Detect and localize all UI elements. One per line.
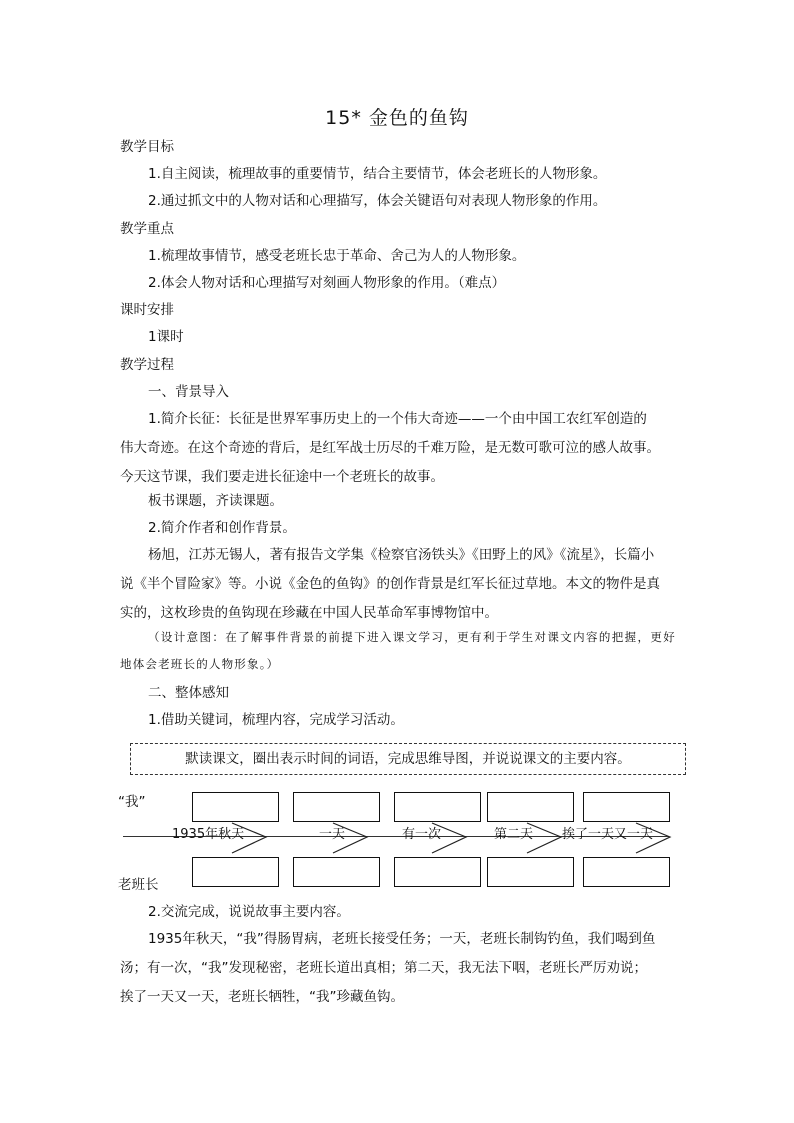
objectives-heading: 教学目标 [120,139,174,155]
schedule-value: 1课时 [148,329,184,345]
author-intro-heading: 2.简介作者和创作背景。 [148,520,296,536]
timeline-label-4: 第二天 [494,827,534,842]
objective-item-2: 2.通过抓文中的人物对话和心理描写，体会关键语句对表现人物形象的作用。 [148,193,607,209]
summary-paragraph: 1935年秋天，“我”得肠胃病，老班长接受任务；一天，老班长制钩钓鱼，我们喝到鱼汤；有一次，“我”发现秘密，老班长道出真相；第二天，我无法下咽，老班长严厉劝说；挨了一天又一天，老班长牺牲，“我”珍藏鱼钩。 [120,931,656,1005]
task-box: 默读课文，圈出表示时间的词语，完成思维导图，并说说课文的主要内容。 [130,743,686,775]
timeline-label-1: 1935年秋天 [172,827,245,842]
page-title: 15* 金色的鱼钩 [325,107,469,129]
part1-heading: 一、背景导入 [148,384,229,400]
process-heading: 教学过程 [120,357,174,373]
part2-heading: 二、整体感知 [148,685,229,701]
key-point-item-1: 1.梳理故事情节，感受老班长忠于革命、舍己为人的人物形象。 [148,248,526,264]
objective-item-1: 1.自主阅读，梳理故事的重要情节，结合主要情节，体会老班长的人物形象。 [148,166,607,182]
me-label: “我” [118,794,146,810]
key-point-item-2: 2.体会人物对话和心理描写对刻画人物形象的作用。（难点） [148,275,506,291]
step1-text: 1.借助关键词，梳理内容，完成学习活动。 [148,712,404,728]
timeline-label-5: 挨了一天又一天 [562,827,654,842]
schedule-heading: 课时安排 [120,302,174,318]
intro-paragraph: 1.简介长征：长征是世界军事历史上的一个伟大奇迹——一个由中国工农红军创造的伟大奇迹。在这个奇迹的背后，是红军战士历尽的千难万险，是无数可歌可泣的感人故事。今天这节课，我们要走进长征途中一个老班长的故事。 [120,411,660,485]
timeline-label-2: 一天 [319,827,346,842]
step2-text: 2.交流完成，说说故事主要内容。 [148,904,350,920]
design-intent-note: （设计意图：在了解事件背景的前提下进入课文学习，更有利于学生对课文内容的把握，更好地体会老班长的人物形象。） [120,630,676,671]
board-title-line: 板书课题，齐读课题。 [148,493,283,509]
author-paragraph: 杨旭，江苏无锡人，著有报告文学集《检察官汤铁头》《田野上的风》《流星》，长篇小说《半个冒险家》等。小说《金色的鱼钩》的创作背景是红军长征过草地。本文的物件是真实的，这枚珍贵的鱼钩现在珍藏在中国人民革命军事博物馆中。 [120,547,660,621]
key-points-heading: 教学重点 [120,221,174,237]
timeline-label-3: 有一次 [402,827,442,842]
old-squad-leader-label: 老班长 [118,877,159,893]
